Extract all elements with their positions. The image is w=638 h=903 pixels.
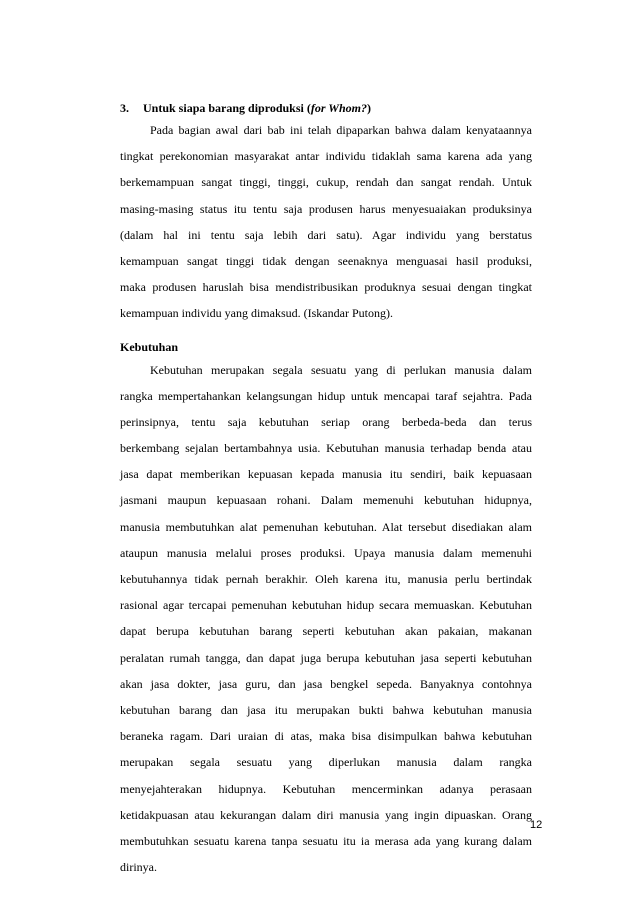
section-heading-untuk-siapa — [120, 100, 532, 116]
text-line: akan jasa dokter, jasa guru, dan jasa bengkel sepeda. Banyaknya contohnya — [120, 676, 532, 691]
text-line: manusia membutuhkan alat pemenuhan kebutuhan. Alat tersebut disediakan alam — [120, 519, 532, 534]
text-line: dirinya. — [120, 860, 157, 875]
text-line: ketidakpuasan atau kekurangan dalam diri manusia yang ingin dipuaskan. Orang — [120, 807, 532, 822]
text-line: kebutuhan barang dan jasa itu merupakan bukti bahwa kebutuhan manusia — [120, 702, 532, 717]
text-line: maka produsen haruslah bisa mendistribusikan produknya sesuai dengan tingkat — [120, 280, 532, 295]
text-line: jasmani maupun kepuasaan rohani. Dalam memenuhi kebutuhan hidupnya, — [120, 493, 532, 508]
text-line: Kebutuhan merupakan segala sesuatu yang di perlukan manusia dalam — [150, 362, 532, 377]
section-heading-kebutuhan: Kebutuhan — [120, 339, 179, 354]
text-line: menyejahterakan hidupnya. Kebutuhan mencerminkan adanya perasaan — [120, 781, 532, 796]
text-line: merupakan segala sesuatu yang diperlukan manusia dalam rangka — [120, 755, 532, 770]
text-line: masing-masing status itu tentu saja produsen harus menyesuaiakan produksinya — [120, 201, 532, 216]
section-title-english: for Whom? — [310, 101, 367, 115]
section-title: Untuk siapa barang diproduksi — [143, 101, 304, 115]
text-line: kebutuhannya tidak pernah berakhir. Oleh karena itu, manusia perlu bertindak — [120, 572, 532, 586]
text-line: jasa dapat memberikan kepuasan kepada manusia itu sendiri, baik kepuasaan — [120, 467, 532, 482]
text-line: rasional agar tercapai pemenuhan kebutuhan hidup secara memuaskan. Kebutuhan — [120, 598, 532, 613]
text-line: perinsipnya, tentu saja kebutuhan seriap orang berbeda-beda dan terus — [120, 414, 532, 429]
paragraph-untuk-siapa — [120, 117, 532, 327]
paragraph-kebutuhan — [120, 357, 532, 881]
text-line: ataupun manusia melalui proses produksi. Upaya manusia dalam memenuhi — [120, 545, 532, 560]
text-line: beraneka ragam. Dari uraian di atas, maka bisa disimpulkan bahwa kebutuhan — [120, 729, 532, 744]
text-line: kemampuan individu yang dimaksud. (Iskandar Putong). — [120, 306, 393, 321]
text-line: tingkat perekonomian masyarakat antar individu tidaklah sama karena ada yang — [120, 149, 532, 164]
text-line: kemampuan sangat tinggi tidak dengan seenaknya menguasai hasil produksi, — [120, 253, 532, 268]
text-line: dapat berupa kebutuhan barang seperti kebutuhan akan pakaian, makanan — [120, 624, 532, 639]
section-title-paren-open: ( — [303, 101, 311, 115]
text-line: berkemampuan sangat tinggi, tinggi, cukup, rendah dan sangat rendah. Untuk — [120, 175, 532, 190]
text-line: berkembang sejalan bertambahnya usia. Kebutuhan manusia terhadap benda atau — [120, 441, 532, 456]
section-number: 3. — [120, 101, 129, 115]
text-line: peralatan rumah tangga, dan dapat juga berupa kebutuhan jasa seperti kebutuhan — [120, 650, 532, 665]
section-title-paren-close: ) — [367, 101, 371, 115]
page-number: 12 — [530, 819, 543, 831]
text-line: membutuhkan sesuatu karena tanpa sesuatu itu ia merasa ada yang kurang dalam — [120, 833, 532, 848]
text-line: Pada bagian awal dari bab ini telah dipaparkan bahwa dalam kenyataannya — [150, 123, 532, 137]
text-line: rangka mempertahankan kelangsungan hidup untuk mencapai taraf sejahtra. Pada — [120, 388, 532, 403]
text-line: (dalam hal ini tentu saja lebih dari satu). Agar individu yang berstatus — [120, 227, 532, 242]
page-content — [120, 100, 532, 880]
